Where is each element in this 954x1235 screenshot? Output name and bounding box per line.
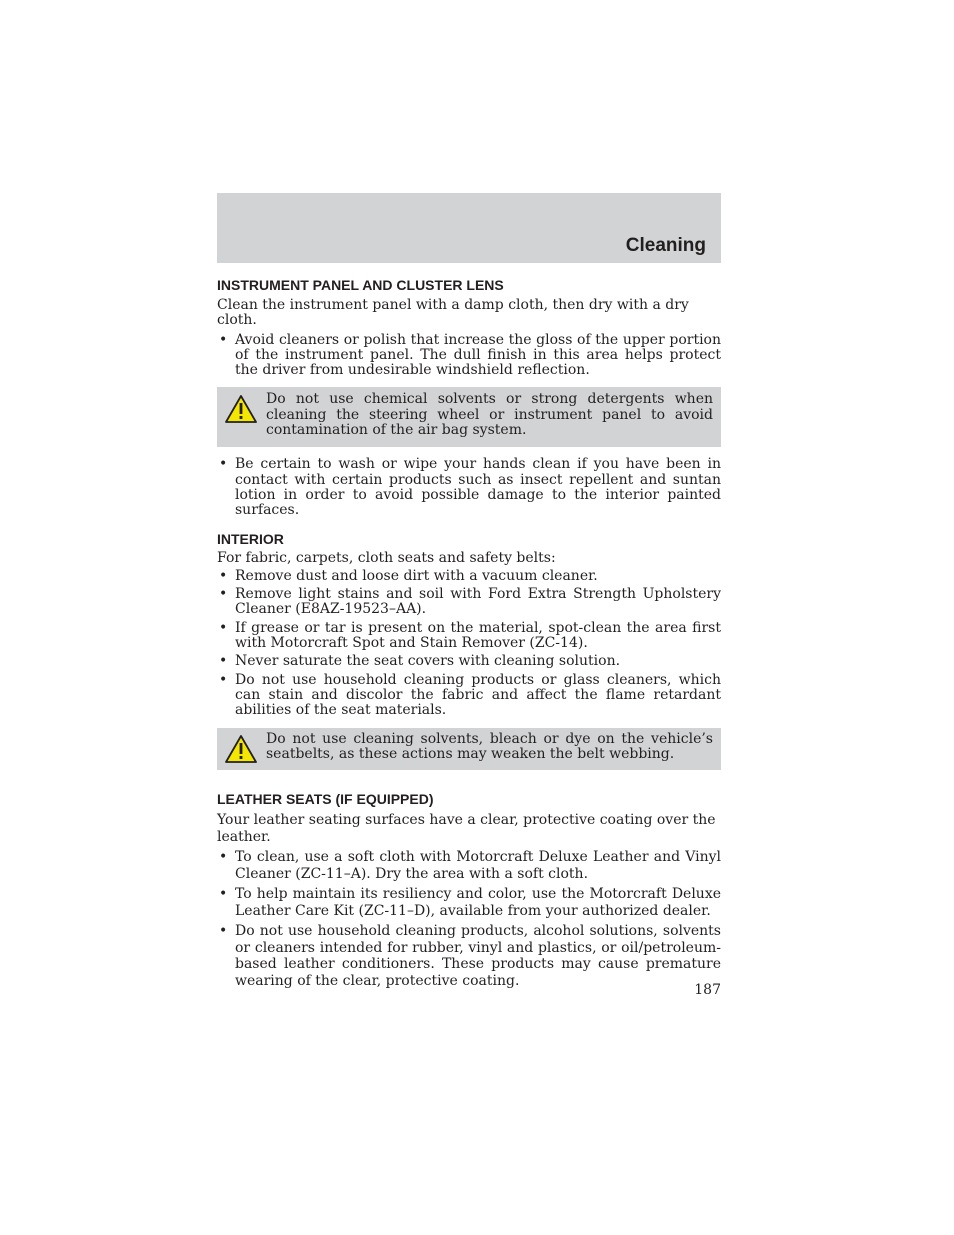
warning-triangle-icon xyxy=(224,734,258,764)
leather-list xyxy=(217,849,721,989)
instrument-panel-list-after xyxy=(217,457,721,518)
warning-box-seatbelts xyxy=(217,728,721,771)
list-item: • Never saturate the seat covers with cleaning solution. xyxy=(217,654,721,669)
heading-leather-seats: LEATHER SEATS (IF EQUIPPED) xyxy=(217,791,434,808)
interior-list xyxy=(217,569,721,719)
warning-box-airbag xyxy=(217,387,721,447)
page-content xyxy=(217,276,721,989)
list-item: • Be certain to wash or wipe your hands clean if you have been in contact with certain products such as insect repellent and suntan lotion in order to avoid possible damage to the interior painted surfaces. xyxy=(217,457,721,518)
interior-intro: For fabric, carpets, cloth seats and safety belts: xyxy=(217,549,556,566)
heading-interior: INTERIOR xyxy=(217,530,284,547)
list-item: • Remove light stains and soil with Ford Extra Strength Upholstery Cleaner (E8AZ-19523–AA). xyxy=(217,587,721,618)
section-header-band xyxy=(217,193,721,263)
list-item: • Remove dust and loose dirt with a vacuum cleaner. xyxy=(217,569,721,584)
list-item: • Do not use household cleaning products, alcohol solutions, solvents or cleaners intended for rubber, vinyl and plastics, or oil/petroleum-based leather conditioners. These products may cause premature wearing of the clear, protective coating. xyxy=(217,923,721,989)
instrument-panel-list xyxy=(217,333,721,379)
page-number: 187 xyxy=(694,982,721,998)
warning-text: Do not use cleaning solvents, bleach or dye on the vehicle’s seatbelts, as these actions may weaken the belt webbing. xyxy=(266,730,713,762)
list-item: • Do not use household cleaning products or glass cleaners, which can stain and discolor the fabric and affect the flame retardant abilities of the seat materials. xyxy=(217,673,721,719)
list-item: • To clean, use a soft cloth with Motorcraft Deluxe Leather and Vinyl Cleaner (ZC-11–A). Dry the area with a soft cloth. xyxy=(217,849,721,882)
warning-text: Do not use chemical solvents or strong detergents when cleaning the steering wheel or instrument panel to avoid contamination of the air bag system. xyxy=(266,391,713,439)
leather-intro: Your leather seating surfaces have a clear, protective coating over the leather. xyxy=(217,812,716,845)
list-item: • Avoid cleaners or polish that increase the gloss of the upper portion of the instrument panel. The dull finish in this area helps protect the driver from undesirable windshield reflection. xyxy=(217,333,721,379)
list-item: • To help maintain its resiliency and color, use the Motorcraft Deluxe Leather Care Kit (ZC-11–D), available from your authorized dealer. xyxy=(217,886,721,919)
section-title: Cleaning xyxy=(625,235,706,256)
list-item: • If grease or tar is present on the material, spot-clean the area first with Motorcraft Spot and Stain Remover (ZC-14). xyxy=(217,621,721,652)
heading-instrument-panel: INSTRUMENT PANEL AND CLUSTER LENS xyxy=(217,277,504,293)
warning-triangle-icon xyxy=(224,394,258,424)
instrument-panel-intro: Clean the instrument panel with a damp cloth, then dry with a dry cloth. xyxy=(217,297,689,329)
